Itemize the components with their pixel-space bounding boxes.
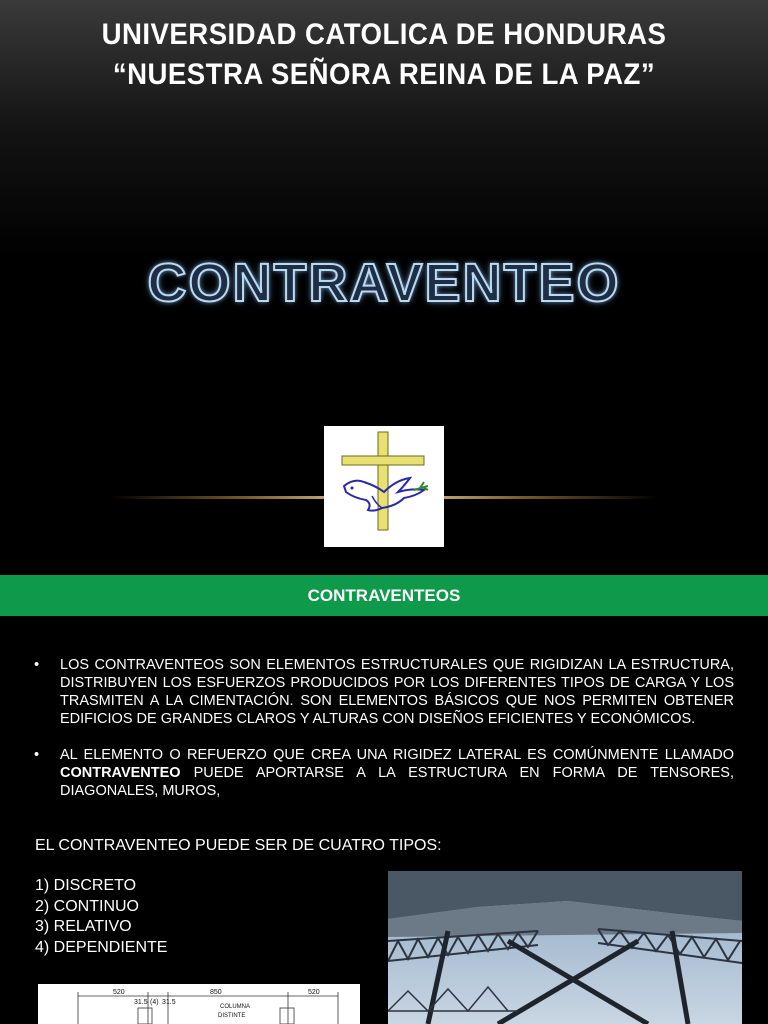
- type-item: 3) RELATIVO: [35, 918, 132, 935]
- university-name-line2: “NUESTRA SEÑORA REINA DE LA PAZ”: [112, 58, 656, 91]
- cross-dove-icon: [324, 426, 444, 547]
- drawing-dim-label: 850: [210, 989, 222, 996]
- bullet-text-post: PUEDE APORTARSE A LA ESTRUCTURA EN FORMA DE TENSORES, DIAGONALES, MUROS,: [60, 765, 734, 799]
- slide-title: CONTRAVENTEO: [147, 253, 621, 313]
- bullet-dot-icon: •: [34, 747, 40, 763]
- university-name-line1: UNIVERSIDAD CATOLICA DE HONDURAS: [101, 18, 667, 51]
- bullet-list: [34, 656, 734, 818]
- bullet-text-pre: AL ELEMENTO O REFUERZO QUE CREA UNA RIGIDEZ LATERAL ES COMÚNMENTE LLAMADO: [60, 747, 734, 763]
- types-list: [35, 876, 167, 958]
- content-slide: [0, 616, 768, 1024]
- drawing-dim-label: (4): [150, 999, 159, 1006]
- bracing-drawing: [38, 984, 360, 1024]
- type-item: 4) DEPENDIENTE: [35, 938, 168, 956]
- bullet-dot-icon: •: [34, 657, 40, 673]
- bracing-photo: [388, 871, 742, 1024]
- drawing-dim-label: 520: [308, 989, 320, 996]
- drawing-dim-label: 31.5: [134, 999, 148, 1006]
- bullet-text: LOS CONTRAVENTEOS SON ELEMENTOS ESTRUCTURALES QUE RIGIDIZAN LA ESTRUCTURA, DISTRIBUYEN LOS ESFUERZOS PRODUCIDOS POR LOS DIFERENTES TIPOS DE CARGA Y LOS TRASMITEN A LA CIMENTACIÓN. SON ELEMENTOS BÁSICOS QUE NOS PERMITEN OBTENER EDIFICIOS DE GRANDES CLAROS Y ALTURAS CON DISEÑOS EFICIENTES Y ECONÓMICOS.: [60, 657, 734, 727]
- drawing-dim-label: 520: [113, 989, 125, 996]
- drawing-label: DISTINTE: [218, 1013, 246, 1019]
- drawing-label: COLUMNA: [220, 1004, 251, 1010]
- bullet-item: [34, 656, 734, 728]
- types-intro: EL CONTRAVENTEO PUEDE SER DE CUATRO TIPOS:: [35, 837, 442, 854]
- section-banner: CONTRAVENTEOS: [0, 575, 768, 616]
- drawing-dim-label: 31.5: [162, 999, 176, 1006]
- type-item: 2) CONTINUO: [35, 897, 139, 915]
- bullet-item: [34, 746, 734, 800]
- bullet-text-bold: CONTRAVENTEO: [60, 765, 181, 781]
- type-item: 1) DISCRETO: [35, 877, 137, 894]
